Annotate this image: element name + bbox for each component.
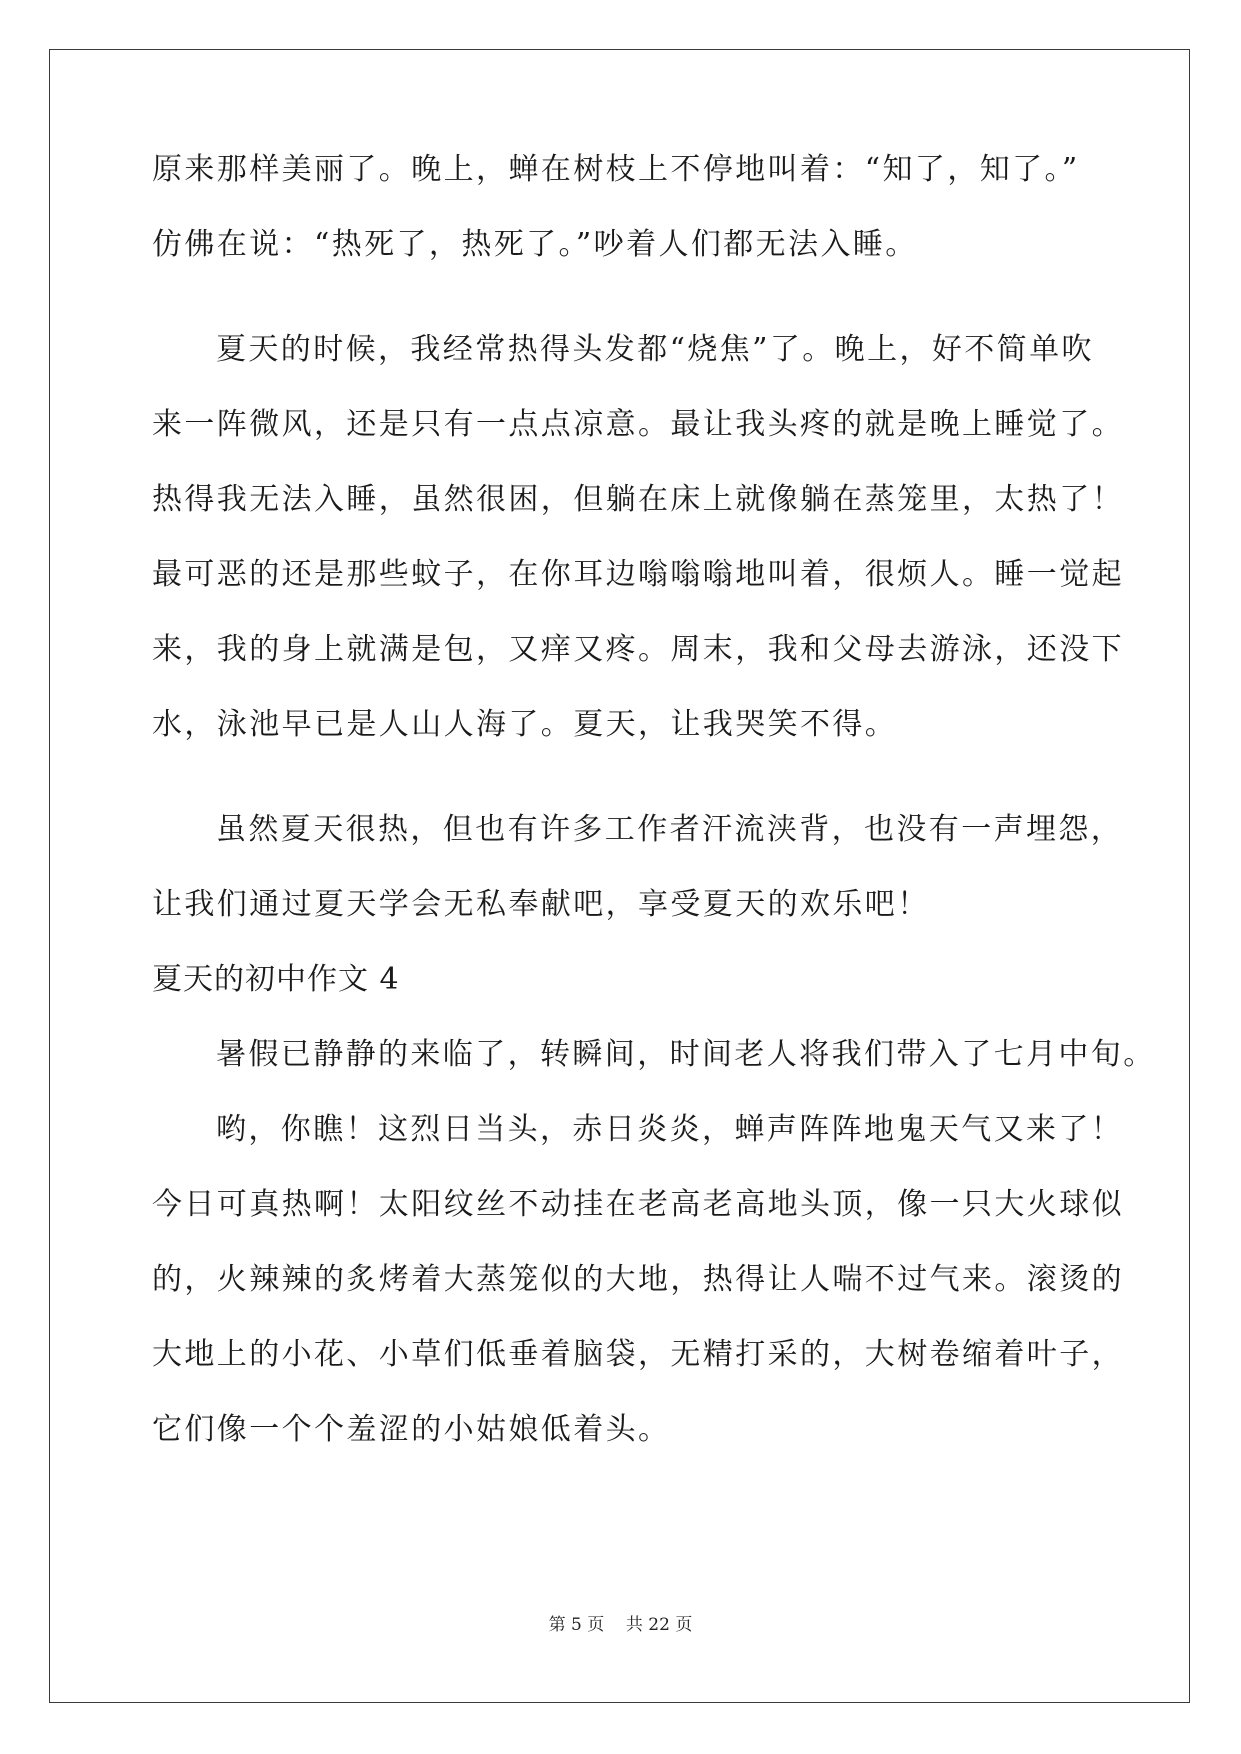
page-footer <box>0 1614 1241 1636</box>
text-line: 今日可真热啊！太阳纹丝不动挂在老高老高地头顶，像一只大火球似 <box>152 1187 1124 1222</box>
text-line: 原来那样美丽了。晚上，蝉在树枝上不停地叫着：“知了，知了。” <box>152 152 1080 187</box>
text-line: 它们像一个个羞涩的小姑娘低着头。 <box>152 1412 671 1447</box>
text-line: 仿佛在说：“热死了，热死了。”吵着人们都无法入睡。 <box>152 227 918 262</box>
text-line: 的，火辣辣的炙烤着大蒸笼似的大地，热得让人喘不过气来。滚烫的 <box>152 1262 1124 1297</box>
text-line: 让我们通过夏天学会无私奉献吧，享受夏天的欢乐吧！ <box>152 887 930 922</box>
text-line: 暑假已静静的来临了，转瞬间，时间老人将我们带入了七月中旬。 <box>216 1037 1156 1072</box>
text-line: 大地上的小花、小草们低垂着脑袋，无精打采的，大树卷缩着叶子， <box>152 1337 1124 1372</box>
page-number: 第 5 页 <box>548 1615 605 1635</box>
text-line: 哟，你瞧！这烈日当头，赤日炎炎，蝉声阵阵地鬼天气又来了！ <box>216 1112 1124 1147</box>
section-heading: 夏天的初中作文 4 <box>152 962 400 997</box>
text-line: 来一阵微风，还是只有一点点凉意。最让我头疼的就是晚上睡觉了。 <box>152 407 1124 442</box>
text-line: 虽然夏天很热，但也有许多工作者汗流浃背，也没有一声埋怨， <box>216 812 1124 847</box>
text-line: 最可恶的还是那些蚊子，在你耳边嗡嗡嗡地叫着，很烦人。睡一觉起 <box>152 557 1124 592</box>
text-line: 水，泳池早已是人山人海了。夏天，让我哭笑不得。 <box>152 707 898 742</box>
text-line: 热得我无法入睡，虽然很困，但躺在床上就像躺在蒸笼里，太热了！ <box>152 482 1124 517</box>
page-total: 共 22 页 <box>625 1615 693 1635</box>
page-border <box>49 49 1190 1703</box>
text-line: 夏天的时候，我经常热得头发都“烧焦”了。晚上，好不简单吹 <box>216 332 1094 367</box>
text-line: 来，我的身上就满是包，又痒又疼。周末，我和父母去游泳，还没下 <box>152 632 1124 667</box>
